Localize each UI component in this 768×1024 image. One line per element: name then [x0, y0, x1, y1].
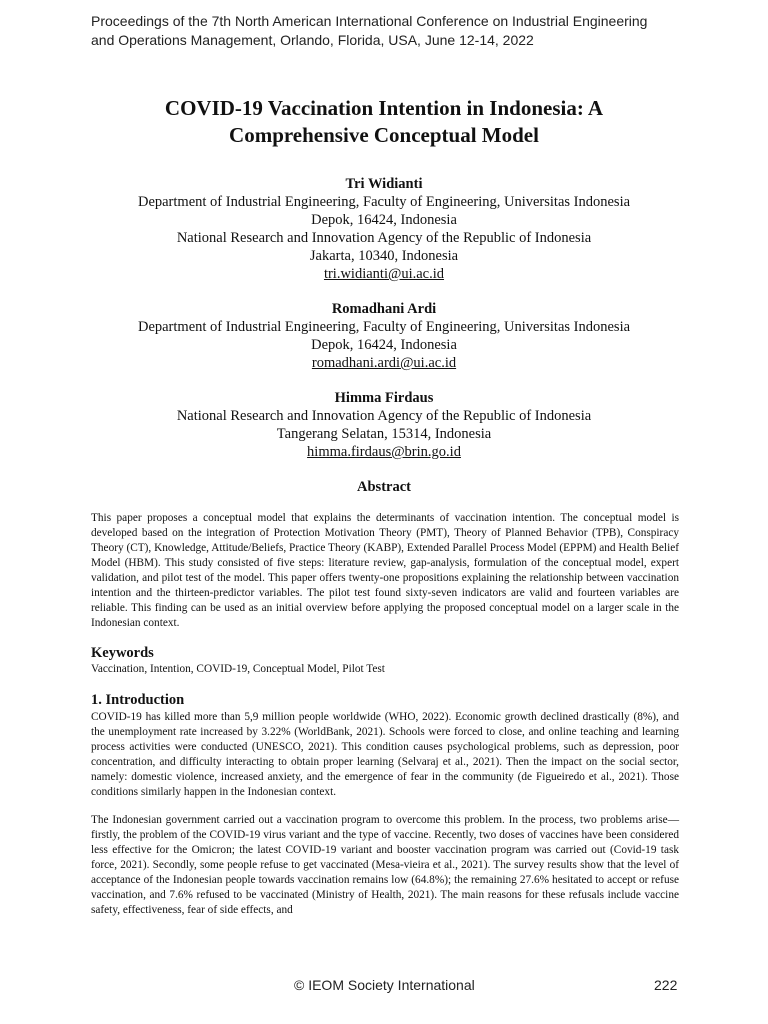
title-line-2: Comprehensive Conceptual Model [229, 123, 539, 147]
introduction-paragraph-2: The Indonesian government carried out a vaccination program to overcome this problem. In the process, two problems arise—firstly, the problem of the COVID-19 virus variant and the type of vaccine. Recently, two doses of vaccines have been considered less effective for the Omicron; the latest COVID-19 variant and booster vaccination program was carried out (Covid-19 task force, 2021). Secondly, some people refuse to get vaccinated (Mesa-vieira et al., 2021). The survey results show that the level of acceptance of the Indonesian people towards vaccination remains low (64.8%); the remaining 27.6% hesitated to accept or refuse vaccination, and 7.6% refused to be vaccinated (Ministry of Health, 2021). The main reasons for these refusals include vaccine safety, effectiveness, fear of side effects, and [91, 814, 679, 916]
abstract-heading: Abstract [357, 479, 411, 495]
author-block-3 [60, 389, 708, 461]
author-affiliation: National Research and Innovation Agency of the Republic of Indonesia [176, 408, 592, 424]
author-affiliation: Department of Industrial Engineering, Faculty of Engineering, Universitas Indonesia [137, 319, 631, 335]
author-block-2 [60, 300, 708, 372]
header-line-1: Proceedings of the 7th North American International Conference on Industrial Engineering [91, 13, 648, 29]
paper-title [60, 95, 708, 149]
footer-copyright: © IEOM Society International [294, 977, 475, 993]
keywords-heading: Keywords [91, 645, 154, 661]
author-affiliation: Department of Industrial Engineering, Faculty of Engineering, Universitas Indonesia [137, 194, 631, 210]
title-line-1: COVID-19 Vaccination Intention in Indonesia: A [164, 96, 604, 120]
author-email-link[interactable]: himma.firdaus@brin.go.id [307, 444, 461, 460]
author-email-link[interactable]: tri.widianti@ui.ac.id [323, 266, 445, 282]
introduction-heading: 1. Introduction [91, 692, 185, 708]
author-name: Tri Widianti [345, 176, 423, 192]
author-block-1 [60, 175, 708, 283]
author-email-link[interactable]: romadhani.ardi@ui.ac.id [311, 355, 457, 371]
keywords-text: Vaccination, Intention, COVID-19, Conceptual Model, Pilot Test [91, 663, 385, 675]
introduction-paragraph-1: COVID-19 has killed more than 5,9 million people worldwide (WHO, 2022). Economic growth declined drastically (8%), and the unemployment rate increased by 3.22% (WorldBank, 2021). Schools were forced to close, and online teaching and learning process activities were conducted (UNESCO, 2021). This condition causes psychological problems, such as depression, poor concentration, and difficulty interacting to obtain proper learning (Selvaraj et al., 2021). Then the impact on the social sector, namely: domestic violence, increased anxiety, and the emergence of fear in the community (de Figueiredo et al., 2021). Those conditions similarly happen in the Indonesian context. [91, 711, 679, 798]
author-affiliation: National Research and Innovation Agency of the Republic of Indonesia [176, 230, 592, 246]
author-affiliation: Depok, 16424, Indonesia [311, 212, 457, 228]
author-name: Romadhani Ardi [331, 301, 437, 317]
abstract-text: This paper proposes a conceptual model that explains the determinants of vaccination intention. The conceptual model is developed based on the integration of Protection Motivation Theory (PMT), Theory of Planned Behavior (TPB), Conspiracy Theory (CT), Knowledge, Attitude/Beliefs, Practice Theory (KABP), Extended Parallel Process Model (EPPM) and Health Belief Model (HBM). This study consisted of five steps: literature review, gap-analysis, formulation of the conceptual model, expert validation, and pilot test of the model. This paper offers twenty-one propositions explaining the relationship between vaccination intention and the thirteen-predictor variables. The pilot test found sixty-seven indicators are valid and fourteen variables are reliable. This finding can be used as an initial overview before applying the proposed conceptual model on a larger scale in the Indonesian context. [91, 512, 679, 629]
proceedings-header [91, 12, 691, 50]
author-name: Himma Firdaus [334, 390, 434, 406]
author-affiliation: Jakarta, 10340, Indonesia [309, 248, 459, 264]
page-number: 222 [654, 977, 678, 993]
author-affiliation: Tangerang Selatan, 15314, Indonesia [276, 426, 492, 442]
author-affiliation: Depok, 16424, Indonesia [311, 337, 457, 353]
header-line-2: and Operations Management, Orlando, Florida, USA, June 12-14, 2022 [91, 32, 534, 48]
